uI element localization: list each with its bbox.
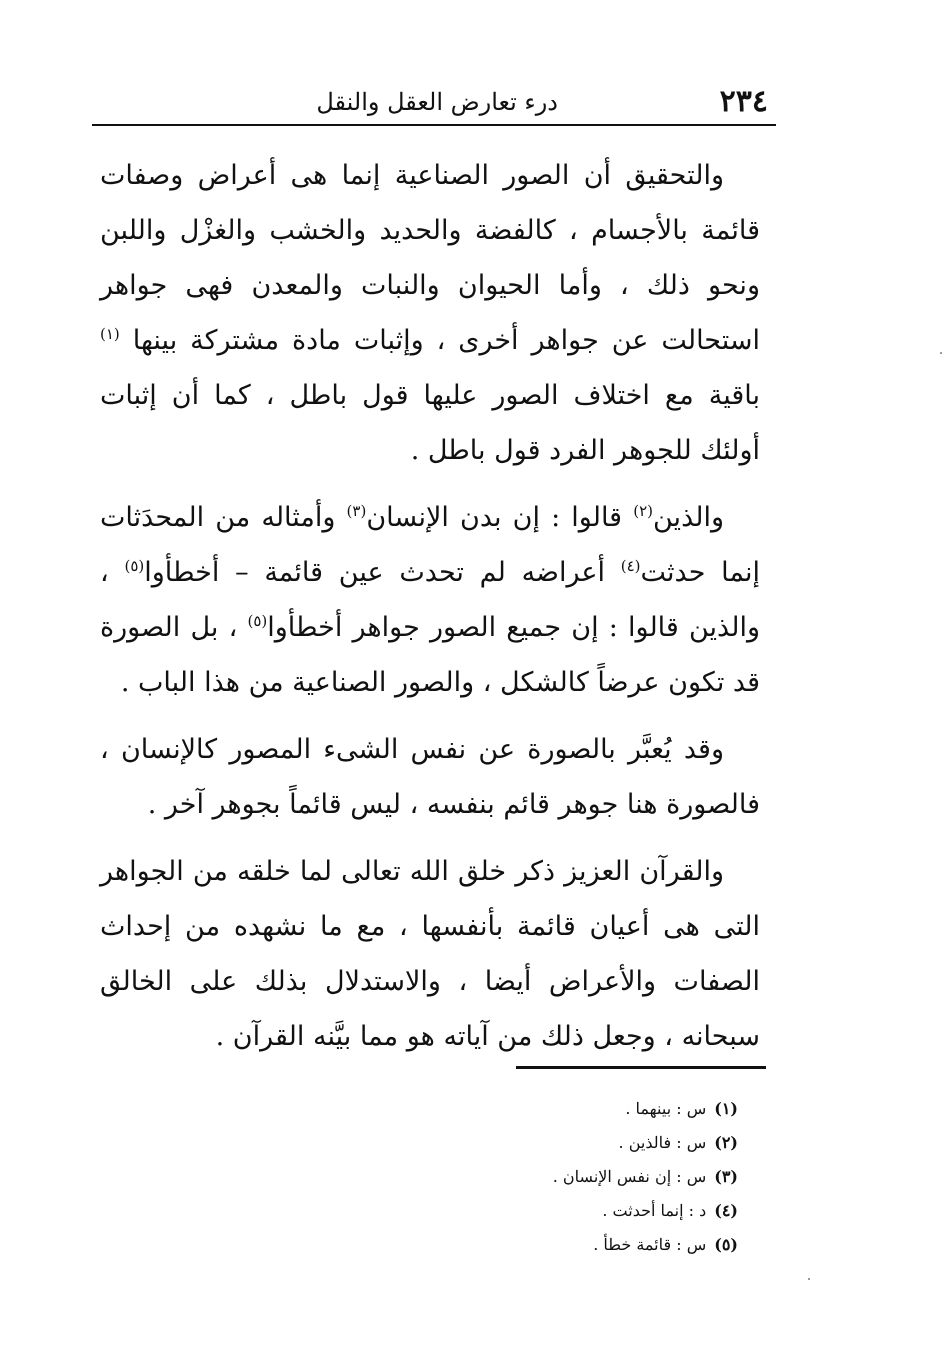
paragraph-2-part-f: ، بل الصورة قد تكون عرضاً كالشكل ، والصور الصناعية من هذا الباب . [100,612,760,698]
scan-speck [940,352,942,354]
running-title: درء تعارض العقل والنقل [316,88,558,116]
scan-speck [808,1278,810,1280]
paragraph-4: والقرآن العزيز ذكر خلق الله تعالى لما خلقه من الجواهر التى هى أعيان قائمة بأنفسها ، مع ما نشهده من إحداث الصفات والأعراض أيضا ، والاستدلال بذلك على الخالق سبحانه ، وجعل ذلك من آياته هو مما بيَّنه القرآن . [100,856,760,1052]
paragraph-1 [100,148,760,478]
footnote-ref-4: (٤) [620,557,641,575]
footnote-2 [460,1126,738,1160]
footnote-1 [460,1092,738,1126]
footnote-mark: (٢) [714,1133,738,1152]
header-rule [92,124,776,126]
paragraph-1-text: والتحقيق أن الصور الصناعية إنما هى أعراض وصفات قائمة بالأجسام ، كالفضة والحديد والخشب والغزْل واللبن ونحو ذلك ، وأما الحيوان والنبات والمعدن فهى جواهر استحالت عن جواهر أخرى ، وإثبات مادة مشتركة بينها [100,160,760,356]
footnote-text: س : بينهما . [625,1099,707,1118]
paragraph-2-part-c: وأمثاله من المحدَثات إنما حدثت [100,502,760,588]
footnote-text: د : إنما أحدثت . [602,1201,707,1220]
footnotes [460,1092,738,1262]
footnote-ref-2: (٢) [633,502,653,520]
page-number: ٢٣٤ [719,84,768,119]
page-header [92,78,776,124]
paragraph-2 [100,490,760,710]
paragraph-2-part-b: قالوا : إن بدن الإنسان [366,502,623,533]
paragraph-3: وقد يُعبَّر بالصورة عن نفس الشىء المصور كالإنسان ، فالصورة هنا جوهر قائم بنفسه ، ليس قائماً بجوهر آخر . [100,734,760,820]
footnote-4 [460,1194,738,1228]
main-text [100,148,760,1064]
footnote-3 [460,1160,738,1194]
footnote-mark: (٣) [714,1167,738,1186]
footnote-mark: (٤) [714,1201,738,1220]
footnote-mark: (١) [714,1099,738,1118]
paragraph-2-part-e: ، والذين قالوا : إن جميع الصور جواهر أخطأوا [100,557,760,643]
footnote-mark: (٥) [714,1235,738,1254]
footnote-rule [516,1066,766,1069]
footnote-ref-5a: (٥) [124,557,145,575]
paragraph-2-part-a: والذين [653,502,725,533]
paragraph-1-tail: باقية مع اختلاف الصور عليها قول باطل ، كما أن إثبات أولئك للجوهر الفرد قول باطل . [100,380,760,466]
paragraph-2-part-d: أعراضه لم تحدث عين قائمة – أخطأوا [144,557,605,588]
footnote-text: س : قائمة خطأ . [593,1235,707,1254]
footnote-ref-1: (١) [100,325,120,343]
footnote-ref-5b: (٥) [247,612,268,630]
footnote-text: س : إن نفس الإنسان . [552,1167,707,1186]
footnote-ref-3: (٣) [346,502,367,520]
footnote-5 [460,1228,738,1262]
footnote-text: س : فالذين . [618,1133,707,1152]
